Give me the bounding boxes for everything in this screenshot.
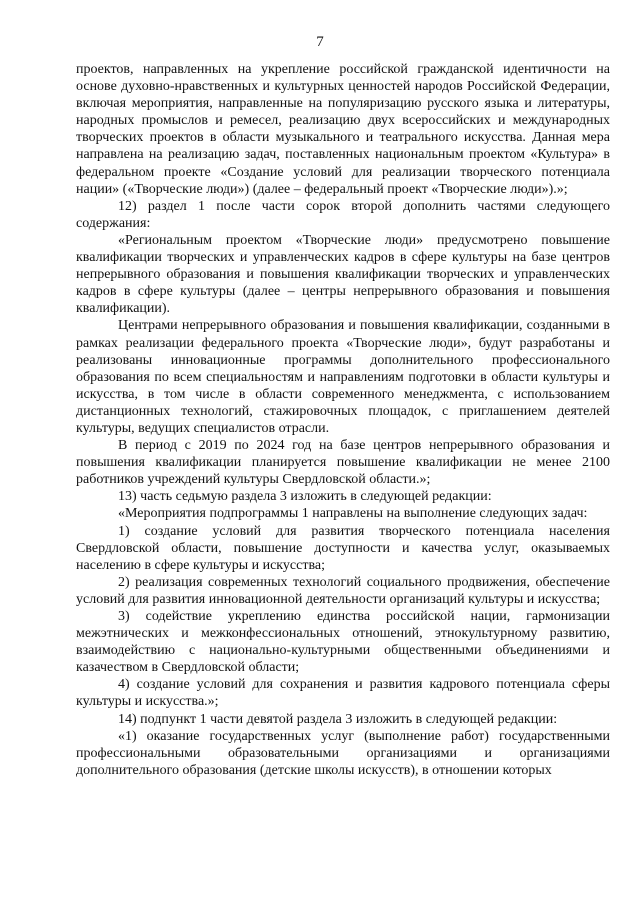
paragraph-task-4: 4) создание условий для сохранения и развития кадрового потенциала сферы культуры и искусства.»;: [76, 677, 610, 710]
paragraph-task-3: 3) содействие укреплению единства российской нации, гармонизации межэтнических и межконфессиональных отношений, этнокультурному развитию, взаимодействию с национально-культурными общественными объединениями и казачеством в Свердловской области;: [76, 609, 610, 676]
paragraph-quote-regional-project: «Региональным проектом «Творческие люди» предусмотрено повышение квалификации творческих и управленческих кадров в сфере культуры на базе центров непрерывного образования и повышения квалификации творческих и управленческих кадров в сфере культуры (далее – центры непрерывного образования и повышения квалификации).: [76, 232, 610, 317]
paragraph-item-14: 14) подпункт 1 части девятой раздела 3 изложить в следующей редакции:: [118, 711, 558, 727]
paragraph-item-13: 13) часть седьмую раздела 3 изложить в следующей редакции:: [118, 489, 492, 505]
paragraph-centers: Центрами непрерывного образования и повышения квалификации, созданными в рамках реализации федерального проекта «Творческие люди», будут разработаны и реализованы инновационные программы дополнительного профессионального образования по всем специальностям и направлениям подготовки в области культуры и искусства, в том числе в области современного менеджмента, с использованием дистанционных технологий, стажировочных площадок, с приглашением деятелей культуры, ведущих специалистов отрасли.: [76, 318, 610, 436]
page-number: 7: [316, 34, 324, 50]
paragraph-quote-tasks: «Мероприятия подпрограммы 1 направлены на выполнение следующих задач:: [118, 506, 588, 522]
paragraph-task-2: 2) реализация современных технологий социального продвижения, обеспечение условий для развития инновационной деятельности организаций культуры и искусства;: [76, 574, 610, 607]
paragraph-period: В период с 2019 по 2024 год на базе центров непрерывного образования и повышения квалификации планируется повышение квалификации не менее 2100 работников учреждений культуры Свердловской области.»;: [76, 438, 610, 488]
document-body: [76, 61, 610, 779]
paragraph-quote-subitem-1: «1) оказание государственных услуг (выполнение работ) государственными профессиональными образовательными организациями и организациями дополнительного образования (детские школы искусств), в отношении которых: [76, 728, 610, 778]
paragraph-item-12: 12) раздел 1 после части сорок второй дополнить частями следующего содержания:: [76, 198, 610, 231]
paragraph-task-1: 1) создание условий для развития творческого потенциала населения Свердловской области, повышение доступности и качества услуг, оказываемых населению в сфере культуры и искусства;: [76, 523, 610, 573]
paragraph-continuation: проектов, направленных на укрепление российской гражданской идентичности на основе духовно-нравственных и культурных ценностей народов Российской Федерации, включая мероприятия, направленные на популяризацию русского языка и литературы, народных промыслов и ремесел, реализацию двух всероссийских и международных творческих проектов в области музыкального и театрального искусства. Данная мера направлена на реализацию задач, поставленных национальным проектом «Культура» в федеральном проекте «Создание условий для реализации творческого потенциала нации» («Творческие люди») (далее – федеральный проект «Творческие люди»).»;: [76, 62, 610, 197]
